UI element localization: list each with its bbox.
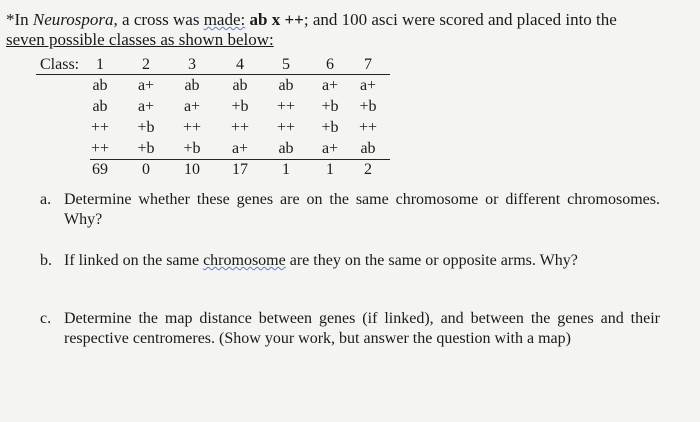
spore-cell: a+ [321,77,339,94]
spore-cell: ++ [358,119,378,136]
spore-cell: ++ [182,119,202,136]
spore-cell: ab [184,77,200,94]
class-label: Class: [40,56,80,73]
spore-cell: ab [278,77,294,94]
spore-cell: ab [278,140,294,157]
question-letter: a. [40,191,52,208]
table-row [36,96,390,117]
chromosome-word: chromosome [203,252,286,269]
spore-cell: a+ [137,98,155,115]
table-row [36,138,390,159]
spore-cell: a+ [183,98,201,115]
intro-line2: seven possible classes as shown below: [6,30,274,49]
table-count-row [36,159,390,180]
question-text: Determine the map distance between genes (if linked), and between the genes and their respective centromeres. (Show your work, but answer the question with a map) [64,310,660,347]
spore-cell: ++ [90,119,110,136]
class-header: 1 [96,56,104,73]
class-header: 2 [142,56,150,73]
spore-cell: a+ [231,140,249,157]
spore-cell: +b [183,140,201,157]
question-letter: c. [40,310,52,327]
count-cell: 1 [326,161,334,178]
count-cell: 10 [184,161,200,178]
problem-intro [6,10,686,50]
spore-cell: ab [360,140,376,157]
intro-part1: , a cross was [113,10,204,29]
spore-cell: ++ [90,140,110,157]
spore-cell: ab [92,77,108,94]
class-header: 3 [188,56,196,73]
spore-cell: ++ [276,119,296,136]
class-header: 5 [282,56,290,73]
table-row [36,75,390,96]
spore-cell: ++ [230,119,250,136]
intro-part2: ; and 100 asci were scored and placed into the [303,10,617,29]
asci-table [36,54,390,180]
spore-cell: +b [137,140,155,157]
class-header: 7 [364,56,372,73]
question-text: If linked on the same chromosome are they on the same or opposite arms. Why? [64,252,578,269]
class-header: 6 [326,56,334,73]
spore-cell: ++ [276,98,296,115]
class-header: 4 [236,56,244,73]
count-cell: 0 [142,161,150,178]
spore-cell: a+ [137,77,155,94]
question-letter: b. [40,252,52,269]
spore-cell: +b [321,98,339,115]
cross-notation: ab x ++ [249,10,304,29]
question-text: Determine whether these genes are on the same chromosome or different chromosomes. Why? [64,191,660,228]
count-cell: 69 [92,161,108,178]
made-word: made: [203,10,246,29]
organism-name: Neurospora [32,10,114,29]
spore-cell: +b [231,98,249,115]
spore-cell: ab [232,77,248,94]
spore-cell: a+ [359,77,377,94]
count-cell: 1 [282,161,290,178]
spore-cell: a+ [321,140,339,157]
count-cell: 17 [232,161,248,178]
spore-cell: +b [359,98,377,115]
count-cell: 2 [364,161,372,178]
spore-cell: +b [137,119,155,136]
table-row [36,117,390,138]
spore-cell: +b [321,119,339,136]
spore-cell: ab [92,98,108,115]
intro-star: *In [6,10,33,29]
table-header-row [36,54,390,75]
